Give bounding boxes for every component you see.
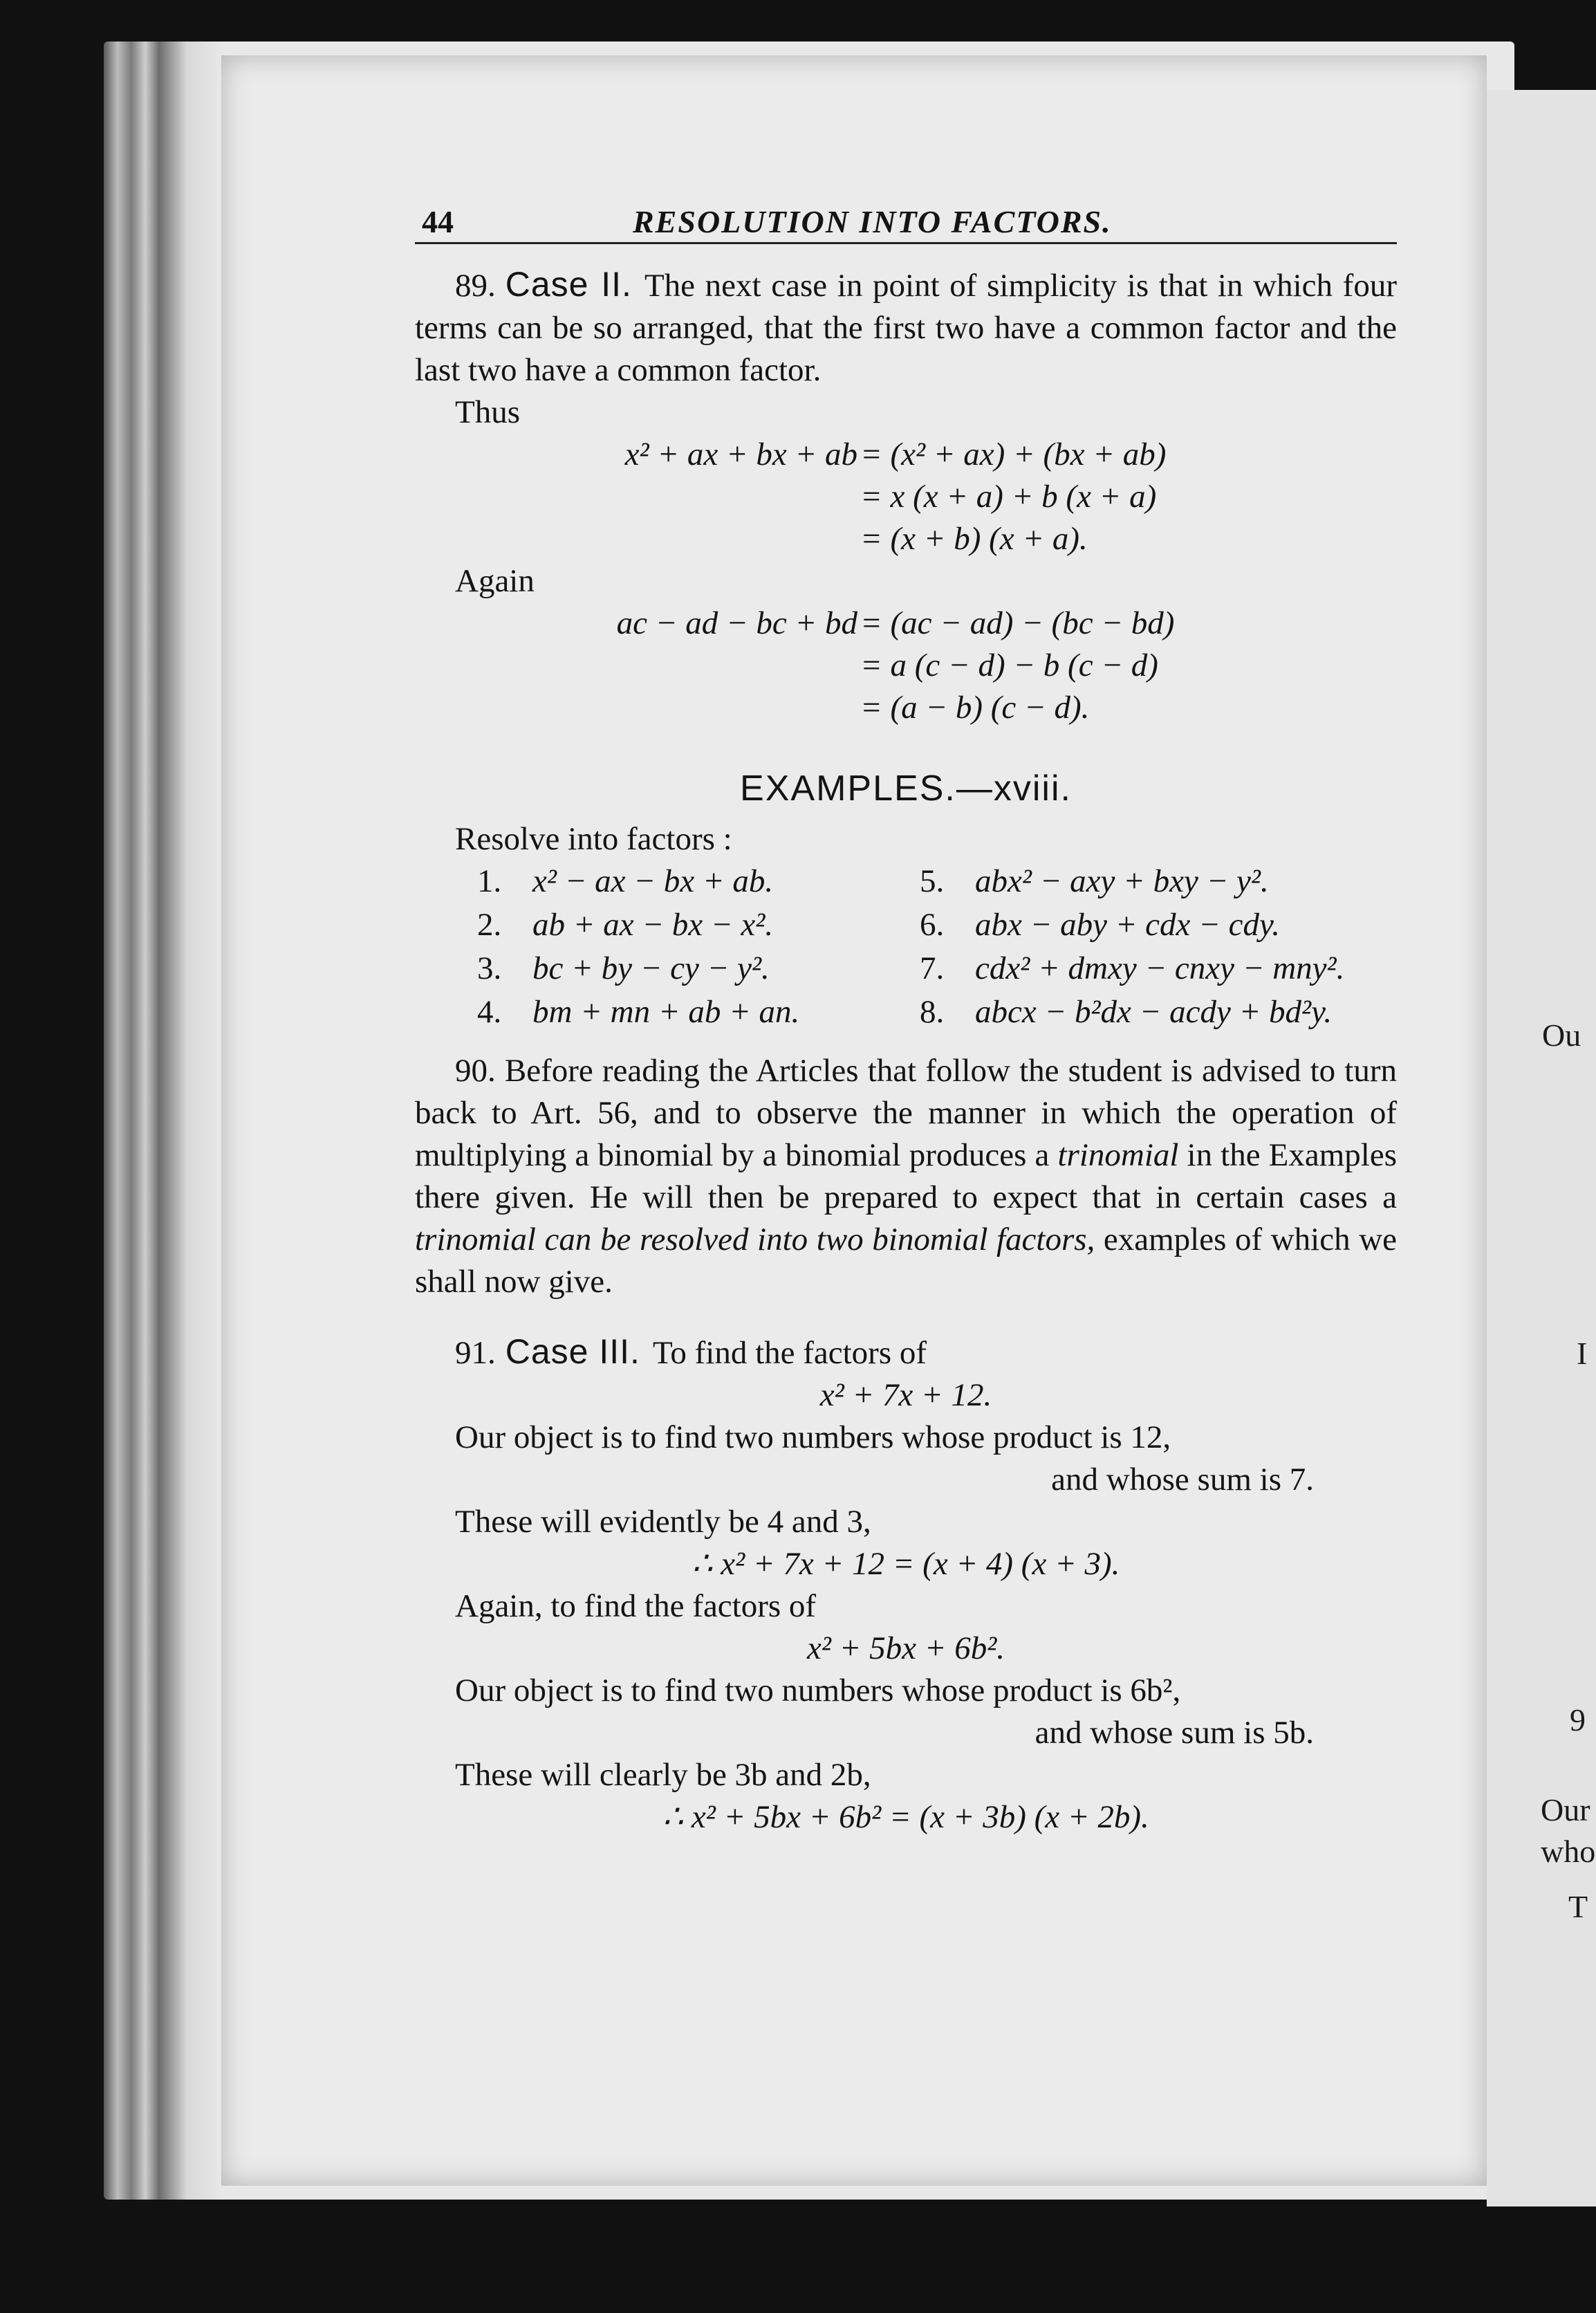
equation-lhs	[415, 687, 857, 729]
facing-page-fragment	[1487, 90, 1596, 2206]
page-title: RESOLUTION INTO FACTORS.	[633, 204, 1112, 239]
equation-rhs: = (x + b) (x + a).	[860, 521, 1088, 557]
article-text: examples of which we shall now give.	[415, 1222, 1398, 1300]
item-expression: abx − aby + cdx − cdy.	[975, 907, 1280, 943]
emphasis-text: trinomial	[1057, 1137, 1179, 1173]
list-item	[920, 991, 1404, 1035]
equation-rhs: = x (x + a) + b (x + a)	[860, 479, 1157, 515]
objective-line: and whose sum is 5b.	[1034, 1715, 1314, 1751]
article-text: in the Examples there given. He will then be prepared to expect that in certain cases a	[415, 1137, 1398, 1215]
page-content	[415, 194, 1397, 1839]
equation-lhs: x² + ax + bx + ab	[624, 436, 857, 472]
list-item	[920, 948, 1404, 991]
expression-1: x² + 7x + 12.	[819, 1377, 992, 1413]
item-number: 6.	[920, 907, 945, 943]
article-text: To find the factors of	[652, 1335, 927, 1371]
article-text: Before reading the Articles that follow the student is advised to turn back to Art. 56, and to observe the manner in which the operation of multiplying a binomial by a binomial produces a	[415, 1053, 1397, 1173]
objective-line: Our object is to find two numbers whose product is 12,	[455, 1419, 1171, 1455]
result-2: ∴ x² + 5bx + 6b² = (x + 3b) (x + 2b).	[662, 1799, 1149, 1835]
item-expression: x² − ax − bx + ab.	[532, 863, 774, 899]
article-91	[415, 1331, 1397, 1374]
facing-text: who	[1541, 1834, 1596, 1869]
article-89	[415, 264, 1397, 391]
observation-line: These will clearly be 3b and 2b,	[455, 1757, 871, 1793]
item-expression: bc + by − cy − y².	[532, 950, 770, 986]
equation-block-2	[415, 602, 1397, 729]
examples-list	[477, 860, 1397, 1035]
facing-text: Our	[1541, 1792, 1590, 1827]
examples-heading: EXAMPLES.—xviii.	[740, 768, 1072, 809]
objective-line: and whose sum is 7.	[1051, 1462, 1314, 1498]
item-number: 4.	[477, 994, 502, 1030]
case-label: Case III.	[505, 1332, 640, 1371]
list-item	[477, 991, 920, 1035]
again-label: Again	[455, 563, 535, 599]
equation-lhs	[415, 645, 857, 687]
list-item	[477, 904, 920, 948]
article-number: 90.	[455, 1053, 496, 1089]
case-label: Case II.	[505, 265, 632, 304]
equation-rhs: = (a − b) (c − d).	[860, 690, 1090, 726]
observation-line: These will evidently be 4 and 3,	[455, 1504, 871, 1540]
item-number: 2.	[477, 907, 502, 943]
equation-rhs: = (x² + ax) + (bx + ab)	[860, 436, 1167, 472]
list-item	[477, 948, 920, 991]
article-text: The next case in point of simplicity is that in which four terms can be so arranged, that the first two have a common factor and the last two have a common factor.	[415, 268, 1397, 388]
list-item	[477, 860, 920, 904]
result-1: ∴ x² + 7x + 12 = (x + 4) (x + 3).	[692, 1546, 1120, 1582]
page-number: 44	[422, 204, 454, 239]
facing-text: 9	[1570, 1702, 1586, 1738]
item-expression: bm + mn + ab + an.	[532, 994, 800, 1030]
facing-text: I	[1577, 1336, 1588, 1371]
emphasis-text: trinomial can be resolved into two binomial factors,	[415, 1222, 1095, 1257]
equation-lhs	[415, 476, 857, 518]
item-expression: ab + ax − bx − x².	[532, 907, 774, 943]
equation-lhs	[415, 518, 857, 560]
item-number: 1.	[477, 863, 502, 899]
item-number: 3.	[477, 950, 502, 986]
item-number: 7.	[920, 950, 945, 986]
article-number: 91.	[455, 1335, 496, 1371]
item-expression: cdx² + dmxy − cnxy − mny².	[975, 950, 1345, 986]
equation-lhs: ac − ad − bc + bd	[616, 605, 857, 641]
item-number: 5.	[920, 863, 945, 899]
equation-rhs: = a (c − d) − b (c − d)	[860, 647, 1158, 683]
running-header	[415, 194, 1397, 244]
list-item	[920, 904, 1404, 948]
expression-2: x² + 5bx + 6b².	[806, 1630, 1005, 1666]
article-90	[415, 1050, 1397, 1303]
objective-line: Our object is to find two numbers whose product is 6b²,	[455, 1672, 1181, 1708]
item-expression: abx² − axy + bxy − y².	[975, 863, 1269, 899]
facing-text: Ou	[1542, 1017, 1581, 1053]
equation-rhs: = (ac − ad) − (bc − bd)	[860, 605, 1175, 641]
item-number: 8.	[920, 994, 945, 1030]
again-line: Again, to find the factors of	[455, 1588, 817, 1624]
equation-block-1	[415, 434, 1397, 560]
article-number: 89.	[455, 268, 496, 304]
list-item	[920, 860, 1404, 904]
thus-label: Thus	[455, 394, 520, 430]
examples-instruction: Resolve into factors :	[455, 821, 732, 857]
facing-text: T	[1568, 1889, 1588, 1924]
item-expression: abcx − b²dx − acdy + bd²y.	[975, 994, 1333, 1030]
